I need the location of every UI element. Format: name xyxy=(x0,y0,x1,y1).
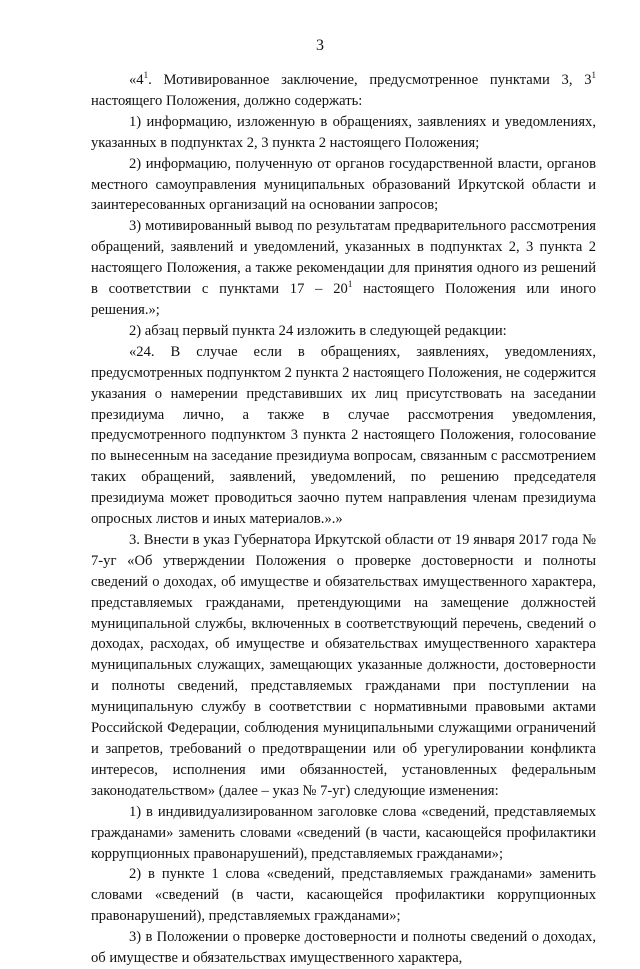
superscript: 1 xyxy=(143,70,149,80)
paragraph-amendment-2: 2) абзац первый пункта 24 изложить в следующей редакции: xyxy=(129,322,507,339)
paragraph-change-2: 2) в пункте 1 слова «сведений, представляемых гражданами» заменить словами «сведений (в части, касающейся профилактики коррупционных правонарушений), представляемых гражданами»; xyxy=(91,866,596,925)
document-body xyxy=(91,70,596,969)
superscript: 1 xyxy=(591,70,596,80)
superscript: 1 xyxy=(347,279,353,290)
paragraph-change-3: 3) в Положении о проверке достоверности и полноты сведений о доходах, об имуществе и обязательствах имущественного характера, xyxy=(91,929,596,967)
page-number: 3 xyxy=(316,37,324,54)
paragraph-subitem-1: 1) информацию, изложенную в обращениях, заявлениях и уведомлениях, указанных в подпунктах 2, 3 пункта 2 настоящего Положения; xyxy=(91,113,596,151)
paragraph-item-24: «24. В случае если в обращениях, заявлениях, уведомлениях, предусмотренных подпунктом 2 пункта 2 настоящего Положения, не содержится указания о намерении представивших их лиц присутствовать на заседании президиума лично, а также в случае рассмотрения уведомления, предусмотренного подпунктом 3 пункта 2 настоящего Положения, голосование по вынесенным на заседание президиума вопросам, связанным с рассмотрением таких обращений, заявлений, уведомлений, по решению председателя президиума может проводиться заочно путем направления членам президиума опросных листов и иных материалов.».» xyxy=(91,343,596,528)
paragraph-subitem-2: 2) информацию, полученную от органов государственной власти, органов местного самоуправления муниципальных образований Иркутской области и заинтересованных организаций на основании запросов; xyxy=(91,155,596,214)
paragraph-subitem-3: 3) мотивированный вывод по результатам предварительного рассмотрения обращений, заявлений и уведомлений, указанных в подпунктах 2, 3 пункта 2 настоящего Положения, а также рекомендации для принятия одного из решений в соответствии с пунктами $17 - 20^1$ настоящего Положения или иного решения.»; xyxy=(91,218,596,318)
paragraph-change-1: 1) в индивидуализированном заголовке слова «сведений, представляемых гражданами» заменить словами «сведений (в части, касающейся профилактики коррупционных правонарушений), представляемых гражданами»; xyxy=(91,803,596,862)
paragraph-section-3: 3. Внести в указ Губернатора Иркутской области от 19 января 2017 года № 7-уг «Об утверждении Положения о проверке достоверности и полноты сведений о доходах, об имуществе и обязательствах имущественного характера, представляемых гражданами, претендующими на замещение должностей муниципальной службы, включенных в соответствующий перечень, сведений о доходах, расходах, об имуществе и обязательствах имущественного характера муниципальных служащих, замещающих указанные должности, достоверности и полноты сведений, представляемых гражданами при поступлении на муниципальную службу в соответствии с нормативными правовыми актами Российской Федерации, соблюдения муниципальными служащими ограничений и запретов, требований о предотвращении или об урегулировании конфликта интересов, исполнения ими обязанностей, установленных федеральным законодательством» (далее – указ № 7-уг) следующие изменения: xyxy=(91,531,596,799)
paragraph-item-4-1: «$4^1$. Мотивированное заключение, предусмотренное пунктами 3, $3^1$ настоящего Положения, должно содержать: xyxy=(91,70,596,109)
